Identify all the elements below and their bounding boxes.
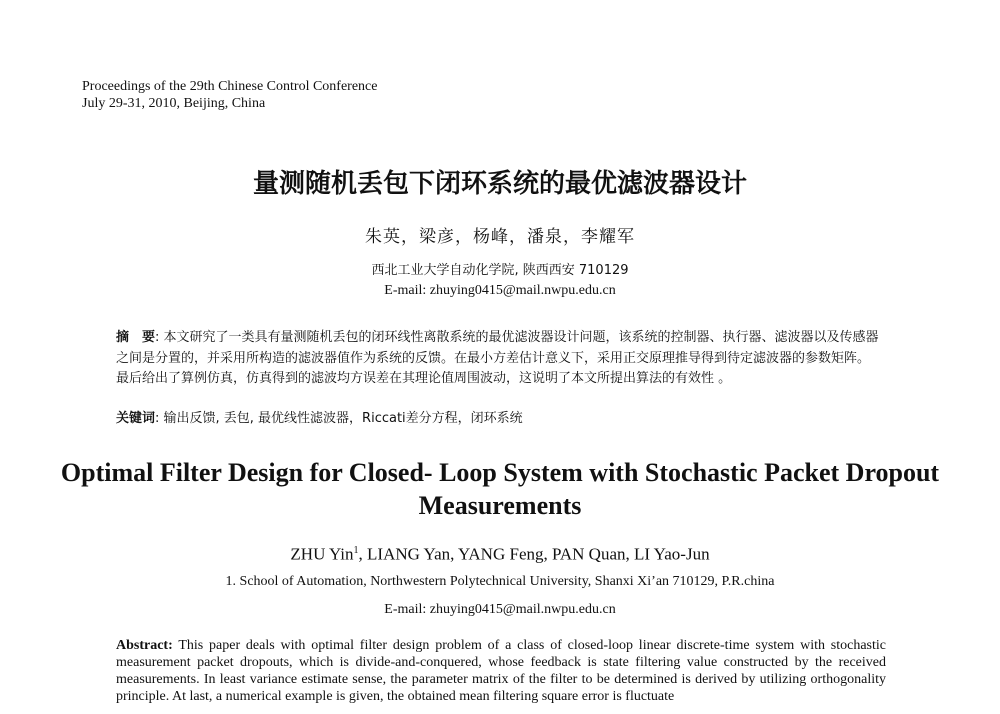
english-abstract-text: This paper deals with optimal filter design problem of a class of closed-loop linear discrete-time system with stochastic measurement packet dropouts, which is divide-and-conquered, whose feedback is state filtering value constructed by the received measurements. In least variance estimate sense, the parameter matrix of the filter to be determined is derived by utilizing orthogonality principle. At last, a numerical example is given, the obtained mean filtering square error is fluctuate — [116, 638, 886, 704]
chinese-keywords-label: 关键词 — [116, 411, 156, 426]
chinese-keywords-text: : 输出反馈, 丢包, 最优线性滤波器，Riccati差分方程，闭环系统 — [155, 411, 523, 426]
english-authors — [0, 540, 1000, 566]
chinese-affiliation: 西北工业大学自动化学院, 陕西西安 710129 — [371, 263, 629, 278]
chinese-title: 量测随机丢包下闭环系统的最优滤波器设计 — [252, 169, 747, 199]
english-other-authors: , LIANG Yan, YANG Feng, PAN Quan, LI Yao-Jun — [358, 544, 710, 564]
affiliation-marker: 1 — [353, 545, 359, 556]
english-first-author: ZHU Yin — [290, 544, 354, 564]
english-title: Optimal Filter Design for Closed- Loop System with Stochastic Packet Dropout Measurements — [60, 458, 940, 520]
proceedings-date: July 29-31, 2010, Beijing, China — [82, 96, 266, 111]
chinese-authors: 朱英，梁彦，杨峰，潘泉，李耀军 — [365, 227, 635, 247]
english-abstract — [116, 637, 886, 705]
english-affiliation: 1. School of Automation, Northwestern Polytechnical University, Shanxi Xi’an 710129, P.R.china — [225, 574, 775, 589]
chinese-abstract-label: 摘 要 — [116, 330, 156, 345]
english-abstract-label: Abstract: — [116, 638, 173, 653]
english-email: E-mail: zhuying0415@mail.nwpu.edu.cn — [384, 602, 616, 617]
chinese-abstract — [116, 328, 886, 390]
proceedings-header — [82, 78, 377, 112]
chinese-abstract-text: : 本文研究了一类具有量测随机丢包的闭环线性离散系统的最优滤波器设计问题，该系统的控制器、执行器、滤波器以及传感器之间是分置的，并采用所构造的滤波器值作为系统的反馈。在最小方差估计意义下，采用正交原理推导得到待定滤波器的参数矩阵。 最后给出了算例仿真，仿真得到的滤波均方误差在其理论值周围波动，这说明了本文所提出算法的有效性 。 — [116, 330, 879, 386]
chinese-email: E-mail: zhuying0415@mail.nwpu.edu.cn — [384, 283, 616, 298]
chinese-keywords — [116, 410, 886, 428]
proceedings-name: Proceedings of the 29th Chinese Control Conference — [82, 79, 378, 94]
